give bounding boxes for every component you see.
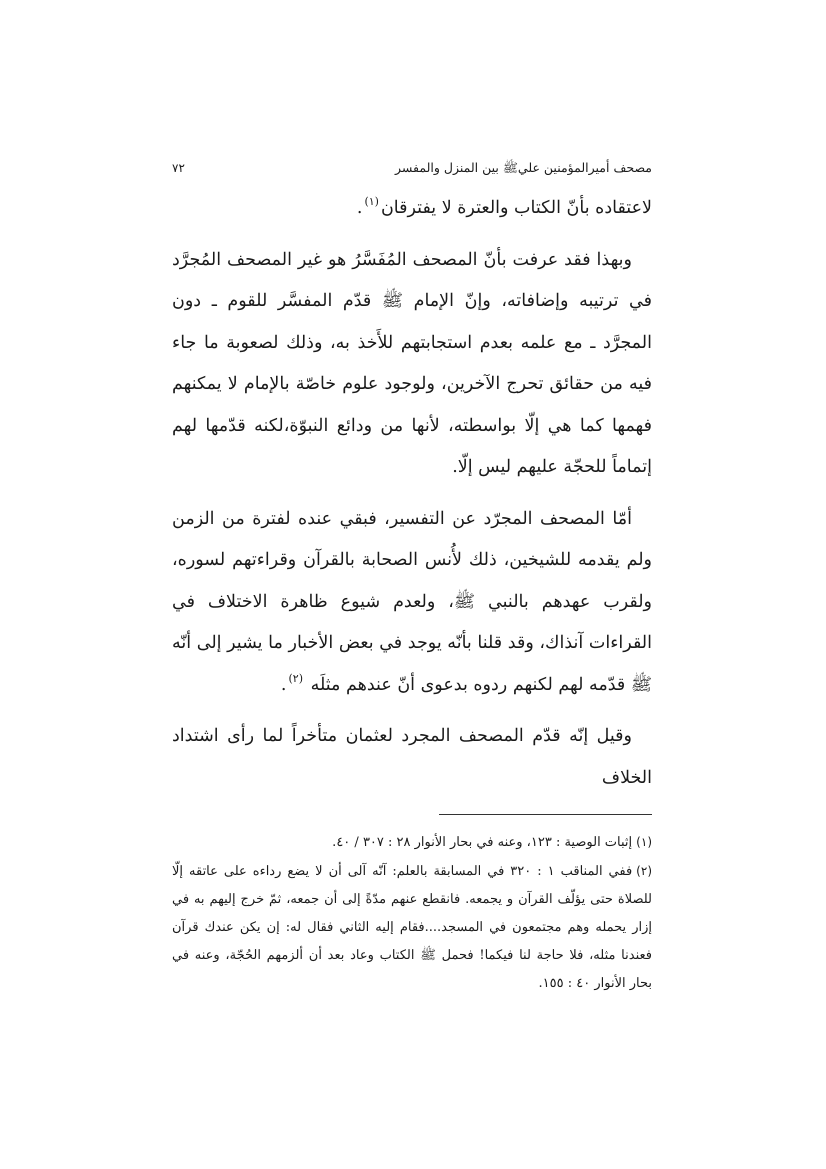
running-header bbox=[172, 160, 652, 182]
paragraph-3-text: أمّا المصحف المجرّد عن التفسير، فبقي عنده لفترة من الزمن ولم يقدمه للشيخين، ذلك لأُنس الصحابة بالقرآن وقراءتهم لسوره، ولقرب عهدهم بالنبي ﷺ، ولعدم شيوع ظاهرة الاختلاف في القراءات آنذاك، وقد قلنا بأنّه يوجد في بعض الأخبار ما يشير إلى أنّه ﷺ قدّمه لهم لكنهم ردوه بدعوى أنّ عندهم مثلَه bbox=[172, 508, 652, 695]
footnote-2-label: (٢) bbox=[636, 864, 652, 878]
paragraph-1-end: . bbox=[356, 198, 363, 218]
body-text bbox=[172, 188, 652, 799]
footnote-2 bbox=[172, 857, 652, 998]
footnote-ref-1[interactable]: (١) bbox=[364, 195, 379, 208]
footnote-1 bbox=[172, 828, 652, 857]
document-page bbox=[172, 160, 652, 998]
paragraph-1 bbox=[172, 188, 652, 230]
paragraph-3 bbox=[172, 499, 652, 707]
paragraph-4: وقيل إنّه قدّم المصحف المجرد لعثمان متأخراً لما رأى اشتداد الخلاف bbox=[172, 726, 652, 788]
paragraph-1-text: لاعتقاده بأنّ الكتاب والعترة لا يفترقان bbox=[380, 198, 652, 218]
header-title: مصحف أميرالمؤمنين عليﷺ بين المنزل والمفسر bbox=[394, 160, 652, 175]
footnote-2-text: ففي المناقب ١ : ٣٢٠ في المسابقة بالعلم: آنّه آلى أن لا يضع رداءه على عاتقه إلّا للصلاة حتى يؤلّف القرآن و يجمعه. فانقطع عنهم مدّةً إلى أن جمعه، ثمّ خرج إليهم به في إزار يحمله وهم مجتمعون في المسجد....فقام إليه الثاني فقال له: إن يكن عندك قرآن فعندنا مثله، فلا حاجة لنا فيكما! فحمل ﷺ الكتاب وعاد بعد أن ألزمهم الحُجّة، وعنه في بحار الأنوار ٤٠ : ١٥٥. bbox=[172, 864, 652, 991]
footnotes bbox=[172, 828, 652, 998]
footnote-ref-2[interactable]: (٢) bbox=[288, 671, 303, 685]
footnote-1-label: (١) bbox=[636, 835, 652, 849]
footnote-1-text: إثبات الوصية : ١٢٣، وعنه في بحار الأنوار ٢٨ : ٣٠٧ / ٤٠. bbox=[332, 835, 633, 850]
footnote-divider bbox=[439, 814, 652, 815]
paragraph-2: وبهذا فقد عرفت بأنّ المصحف المُفَسَّرُ هو غير المصحف المُجرَّد في ترتيبه وإضافاته، وإنّ الإمام ﷺ قدّم المفسَّر للقوم ـ دون المجرَّد ـ مع علمه بعدم استجابتهم للأَخذ به، وذلك لصعوبة ما جاء فيه من حقائق تحرج الآخرين، ولوجود علوم خاصّة بالإمام لا يمكنهم فهمها كما هي إلّا بواسطته، لأنها من ودائع النبوّة،لكنه قدّمها لهم إتماماً للحجّة عليهم ليس إلّا. bbox=[172, 249, 652, 477]
paragraph-3-end: . bbox=[280, 674, 287, 695]
page-number: ٧٢ bbox=[172, 161, 185, 175]
